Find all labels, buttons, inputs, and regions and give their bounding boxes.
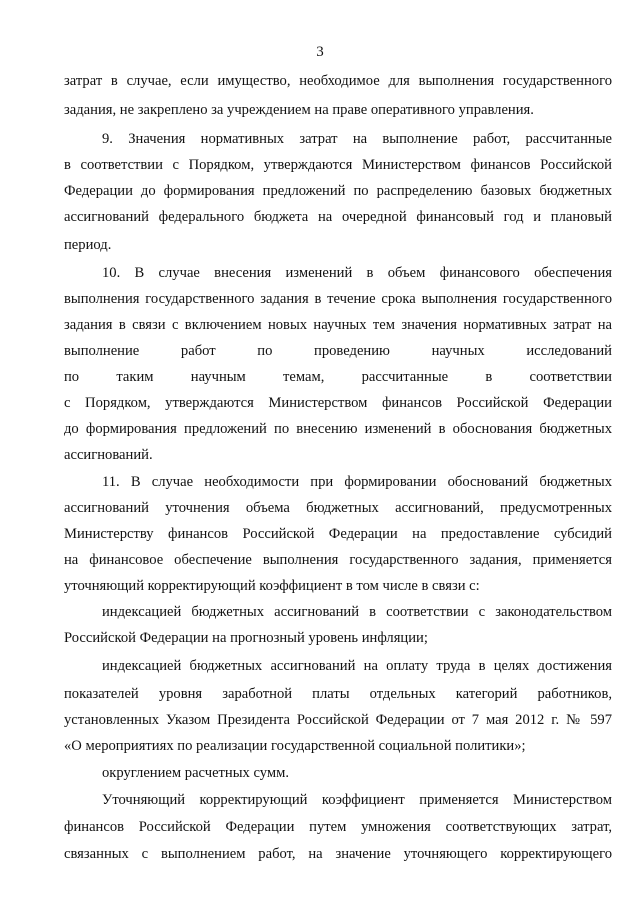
paragraph-start: Уточняющий корректирующий коэффициент применяется Министерством <box>102 792 612 808</box>
text-line: ассигнований. <box>64 447 153 463</box>
text-line: период. <box>64 237 112 253</box>
text-line: показателей уровня заработной платы отдельных категорий работников, <box>64 686 612 702</box>
text-line: «О мероприятиях по реализации государственной социальной политики»; <box>64 738 526 754</box>
list-item-start: округлением расчетных сумм. <box>102 765 289 781</box>
paragraph-11-start: 11. В случае необходимости при формировании обоснований бюджетных <box>102 474 612 490</box>
text-line: финансов Российской Федерации путем умножения соответствующих затрат, <box>64 819 612 835</box>
text-line: установленных Указом Президента Российской Федерации от 7 мая 2012 г. № 597 <box>64 712 612 728</box>
page-number: 3 <box>316 44 324 60</box>
text-line: выполнения государственного задания в течение срока выполнения государственного <box>64 291 612 307</box>
text-line: задания, не закреплено за учреждением на праве оперативного управления. <box>64 102 534 118</box>
text-line: связанных с выполнением работ, на значение уточняющего корректирующего <box>64 846 612 862</box>
text-line: ассигнований уточнения объема бюджетных ассигнований, предусмотренных <box>64 500 612 516</box>
list-item-start: индексацией бюджетных ассигнований на оплату труда в целях достижения <box>102 658 612 674</box>
text-line: ассигнований федерального бюджета на очередной финансовый год и плановый <box>64 209 612 225</box>
text-line: уточняющий корректирующий коэффициент в том числе в связи с: <box>64 578 480 594</box>
text-line: затрат в случае, если имущество, необходимое для выполнения государственного <box>64 73 612 89</box>
text-line: Министерству финансов Российской Федерации на предоставление субсидий <box>64 526 612 542</box>
text-line: Федерации до формирования предложений по распределению базовых бюджетных <box>64 183 612 199</box>
list-item-start: индексацией бюджетных ассигнований в соответствии с законодательством <box>102 604 612 620</box>
text-line: Российской Федерации на прогнозный уровень инфляции; <box>64 630 428 646</box>
paragraph-9-start: 9. Значения нормативных затрат на выполнение работ, рассчитанные <box>102 131 612 147</box>
text-line: по таким научным темам, рассчитанные в соответствии <box>64 369 612 385</box>
text-line: задания в связи с включением новых научных тем значения нормативных затрат на <box>64 317 612 333</box>
text-line: на финансовое обеспечение выполнения государственного задания, применяется <box>64 552 612 568</box>
text-line: в соответствии с Порядком, утверждаются Министерством финансов Российской <box>64 157 612 173</box>
text-line: до формирования предложений по внесению изменений в обоснования бюджетных <box>64 421 612 437</box>
text-line: с Порядком, утверждаются Министерством финансов Российской Федерации <box>64 395 612 411</box>
text-line: выполнение работ по проведению научных исследований <box>64 343 612 359</box>
paragraph-10-start: 10. В случае внесения изменений в объем финансового обеспечения <box>102 265 612 281</box>
